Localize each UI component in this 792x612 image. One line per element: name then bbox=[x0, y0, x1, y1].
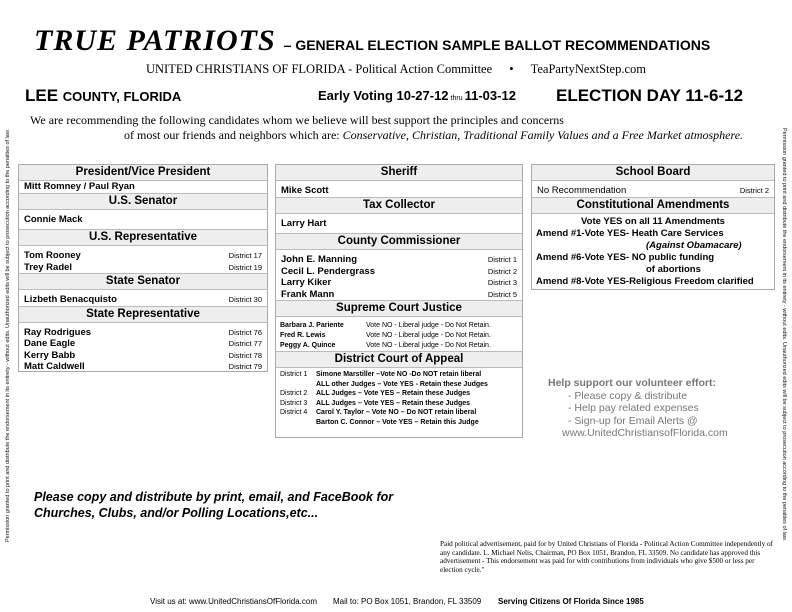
footer-visit[interactable]: Visit us at: www.UnitedChristiansOfFlorida.com bbox=[150, 597, 318, 606]
amendment-line: Amend #6-Vote YES- NO public funding bbox=[536, 251, 715, 263]
candidate-name: Mitt Romney / Paul Ryan bbox=[24, 181, 135, 192]
appeal-text: Barton C. Connor – Vote YES – Retain this Judge bbox=[316, 418, 479, 426]
appeal-row bbox=[280, 418, 518, 428]
legal-disclaimer: Paid political advertisement, paid for by United Christians of Florida - Political Action Committee independently of any candidate. L. Michael Nelis, Chairman, PO Box 1051, Brandon, FL 33509. No candidate has approved this advertisement - This endorsement was paid for with contributions from individuals who give $500 or less per election cycle." bbox=[440, 540, 773, 574]
district-label: District 17 bbox=[228, 251, 262, 260]
help-heading: Help support our volunteer effort: bbox=[548, 377, 716, 389]
header-tax-collector: Tax Collector bbox=[276, 197, 522, 214]
header-us-senator: U.S. Senator bbox=[19, 193, 267, 210]
candidate-row bbox=[276, 254, 522, 266]
candidate-name: Larry Kiker bbox=[281, 277, 332, 288]
candidate-name: Cecil L. Pendergrass bbox=[281, 265, 375, 277]
header-state-senator: State Senator bbox=[19, 273, 267, 290]
candidate-row bbox=[19, 250, 267, 262]
header-state-representative: State Representative bbox=[19, 306, 267, 323]
page-subtitle: – GENERAL ELECTION SAMPLE BALLOT RECOMMENDATIONS bbox=[283, 37, 711, 53]
candidate-name: Tom Rooney bbox=[24, 250, 81, 261]
district-label: District 30 bbox=[228, 295, 262, 304]
header-school-board: School Board bbox=[532, 165, 774, 181]
help-url[interactable]: www.UnitedChristiansofFlorida.com bbox=[562, 427, 728, 439]
district-label: District 2 bbox=[739, 186, 769, 195]
candidate-name: John E. Manning bbox=[281, 254, 357, 265]
committee-line bbox=[0, 62, 792, 77]
permission-side-text-left: Permission granted to print and distribute the endorsement in its entirety - without edits. Unauthorized edits will be subject to prosecution according to the penalties of law. bbox=[5, 128, 11, 542]
volunteer-help bbox=[548, 377, 748, 440]
header-president: President/Vice President bbox=[19, 165, 267, 181]
district-label: District 19 bbox=[228, 262, 262, 272]
candidate-name: Larry Hart bbox=[281, 217, 327, 229]
candidate-row bbox=[276, 289, 522, 301]
appeal-text: Simone Marstiller –Vote NO -Do NOT retain liberal bbox=[316, 371, 482, 378]
permission-side-text-right: Permission granted to print and distribute the endorsement in its entirety - without edits. Unauthorized edits will be subject to prosecution according to the penalties of law. bbox=[781, 128, 787, 542]
candidate-row bbox=[276, 185, 522, 197]
amendment-line: Amend #8-Vote YES-Religious Freedom clarified bbox=[536, 275, 754, 287]
candidate-name: Trey Radel bbox=[24, 261, 73, 273]
candidate-row bbox=[19, 181, 267, 193]
district-label: District 77 bbox=[228, 339, 262, 348]
appeal-district bbox=[280, 380, 316, 390]
candidate-row bbox=[532, 185, 774, 197]
copy-distribute-note: Please copy and distribute by print, email, and FaceBook for Churches, Clubs, and/or Polling Locations,etc... bbox=[34, 490, 394, 520]
help-item: - Help pay related expenses bbox=[568, 402, 699, 414]
candidate-name: Kerry Babb bbox=[24, 349, 76, 361]
early-voting-thru: thru bbox=[450, 95, 463, 102]
intro-text bbox=[30, 113, 770, 142]
district-label: District 78 bbox=[228, 350, 262, 360]
column-local-amendments bbox=[531, 164, 775, 290]
appeal-row bbox=[280, 389, 518, 399]
appeal-text: Carol Y. Taylor – Vote NO – Do NOT retain liberal bbox=[316, 409, 477, 416]
intro-line-1: We are recommending the following candidates whom we believe will best support the principles and concerns bbox=[30, 113, 564, 127]
website-link[interactable]: TeaPartyNextStep.com bbox=[530, 62, 647, 76]
justice-row bbox=[276, 341, 522, 351]
intro-values: Conservative, Christian, Traditional Family Values and a Free Market atmosphere. bbox=[342, 127, 744, 142]
candidate-name: Matt Caldwell bbox=[24, 361, 85, 372]
header-county-commissioner: County Commissioner bbox=[276, 233, 522, 250]
appeal-text: ALL other Judges – Vote YES - Retain these Judges bbox=[316, 380, 488, 388]
candidate-row bbox=[276, 218, 522, 230]
justice-row bbox=[276, 331, 522, 341]
amendment-line: Amend #1-Vote YES- Heath Care Services bbox=[536, 227, 724, 239]
appeal-row bbox=[280, 380, 518, 390]
district-label: District 3 bbox=[487, 278, 517, 287]
early-voting-label: Early Voting 10-27-12 bbox=[318, 88, 449, 103]
county-heading bbox=[25, 86, 181, 106]
help-item: - Please copy & distribute bbox=[568, 389, 688, 402]
column-federal-state bbox=[18, 164, 268, 372]
district-label: District 76 bbox=[228, 327, 262, 337]
district-label: District 1 bbox=[487, 255, 517, 264]
amendment-line: Vote YES on all 11 Amendments bbox=[581, 215, 725, 227]
appeal-text: ALL Judges – Vote YES – Retain these Judges bbox=[316, 390, 471, 397]
amendments-list bbox=[532, 214, 774, 290]
footer-serving: Serving Citizens Of Florida Since 1985 bbox=[498, 597, 644, 606]
appeal-district bbox=[280, 418, 316, 428]
committee-name: UNITED CHRISTIANS OF FLORIDA - Political Action Committee bbox=[145, 62, 493, 76]
header-court-of-appeal: District Court of Appeal bbox=[276, 351, 522, 368]
header-sheriff: Sheriff bbox=[276, 165, 522, 181]
header-us-representative: U.S. Representative bbox=[19, 229, 267, 246]
amendment-line: (Against Obamacare) bbox=[646, 239, 742, 251]
election-day: ELECTION DAY 11-6-12 bbox=[556, 86, 744, 105]
header-amendments: Constitutional Amendments bbox=[532, 197, 774, 214]
county-name: LEE bbox=[25, 86, 59, 105]
early-voting bbox=[318, 88, 516, 103]
district-label: District 2 bbox=[487, 266, 517, 276]
district-label: District 5 bbox=[487, 289, 517, 299]
candidate-row bbox=[276, 266, 522, 278]
justice-name: Barbara J. Pariente bbox=[280, 322, 344, 329]
title-row bbox=[34, 24, 710, 58]
candidate-row bbox=[19, 350, 267, 362]
candidate-row bbox=[19, 262, 267, 274]
appeal-district: District 1 bbox=[280, 371, 308, 378]
appeal-text: ALL Judges – Vote YES – Retain these Judges bbox=[316, 399, 471, 407]
header-supreme-court: Supreme Court Justice bbox=[276, 300, 522, 317]
help-item: - Sign-up for Email Alerts @ bbox=[568, 414, 698, 427]
county-label: COUNTY, FLORIDA bbox=[62, 89, 182, 104]
column-county bbox=[275, 164, 523, 438]
justice-vote: Vote NO - Liberal judge - Do Not Retain. bbox=[366, 342, 491, 349]
appeal-list bbox=[276, 368, 522, 429]
appeal-district: District 4 bbox=[280, 409, 308, 416]
appeal-district: District 2 bbox=[280, 390, 308, 397]
intro-line-2 bbox=[30, 128, 770, 143]
candidate-name: Ray Rodrigues bbox=[24, 326, 92, 338]
appeal-district: District 3 bbox=[280, 399, 308, 407]
justice-row bbox=[276, 321, 522, 331]
candidate-row bbox=[19, 294, 267, 306]
footer-mail: Mail to: PO Box 1051, Brandon, FL 33509 bbox=[333, 597, 482, 606]
candidate-name: No Recommendation bbox=[537, 185, 627, 196]
justice-name: Peggy A. Quince bbox=[280, 342, 336, 349]
appeal-row bbox=[280, 408, 518, 418]
intro-line-2-prefix: of most our friends and neighbors which are: bbox=[124, 127, 343, 142]
candidate-row bbox=[19, 338, 267, 350]
amendment-line: of abortions bbox=[646, 263, 701, 275]
justice-name: Fred R. Lewis bbox=[280, 332, 326, 339]
justice-vote: Vote NO - Liberal judge - Do Not Retain. bbox=[366, 322, 491, 329]
candidate-name: Lizbeth Benacquisto bbox=[24, 294, 117, 305]
district-label: District 79 bbox=[228, 362, 262, 371]
appeal-row bbox=[280, 370, 518, 380]
candidate-row bbox=[276, 277, 522, 289]
candidate-row bbox=[19, 361, 267, 373]
appeal-row bbox=[280, 399, 518, 409]
candidate-row bbox=[19, 214, 267, 226]
candidate-name: Mike Scott bbox=[281, 185, 329, 196]
candidate-name: Dane Eagle bbox=[24, 338, 76, 349]
page-title: TRUE PATRIOTS bbox=[34, 24, 276, 57]
candidate-name: Connie Mack bbox=[24, 213, 83, 225]
candidate-row bbox=[19, 327, 267, 339]
early-voting-end: 11-03-12 bbox=[464, 88, 516, 103]
candidate-name: Frank Mann bbox=[281, 288, 335, 300]
justice-vote: Vote NO - Liberal judge - Do Not Retain. bbox=[366, 332, 491, 339]
bullet-separator: • bbox=[509, 62, 514, 76]
